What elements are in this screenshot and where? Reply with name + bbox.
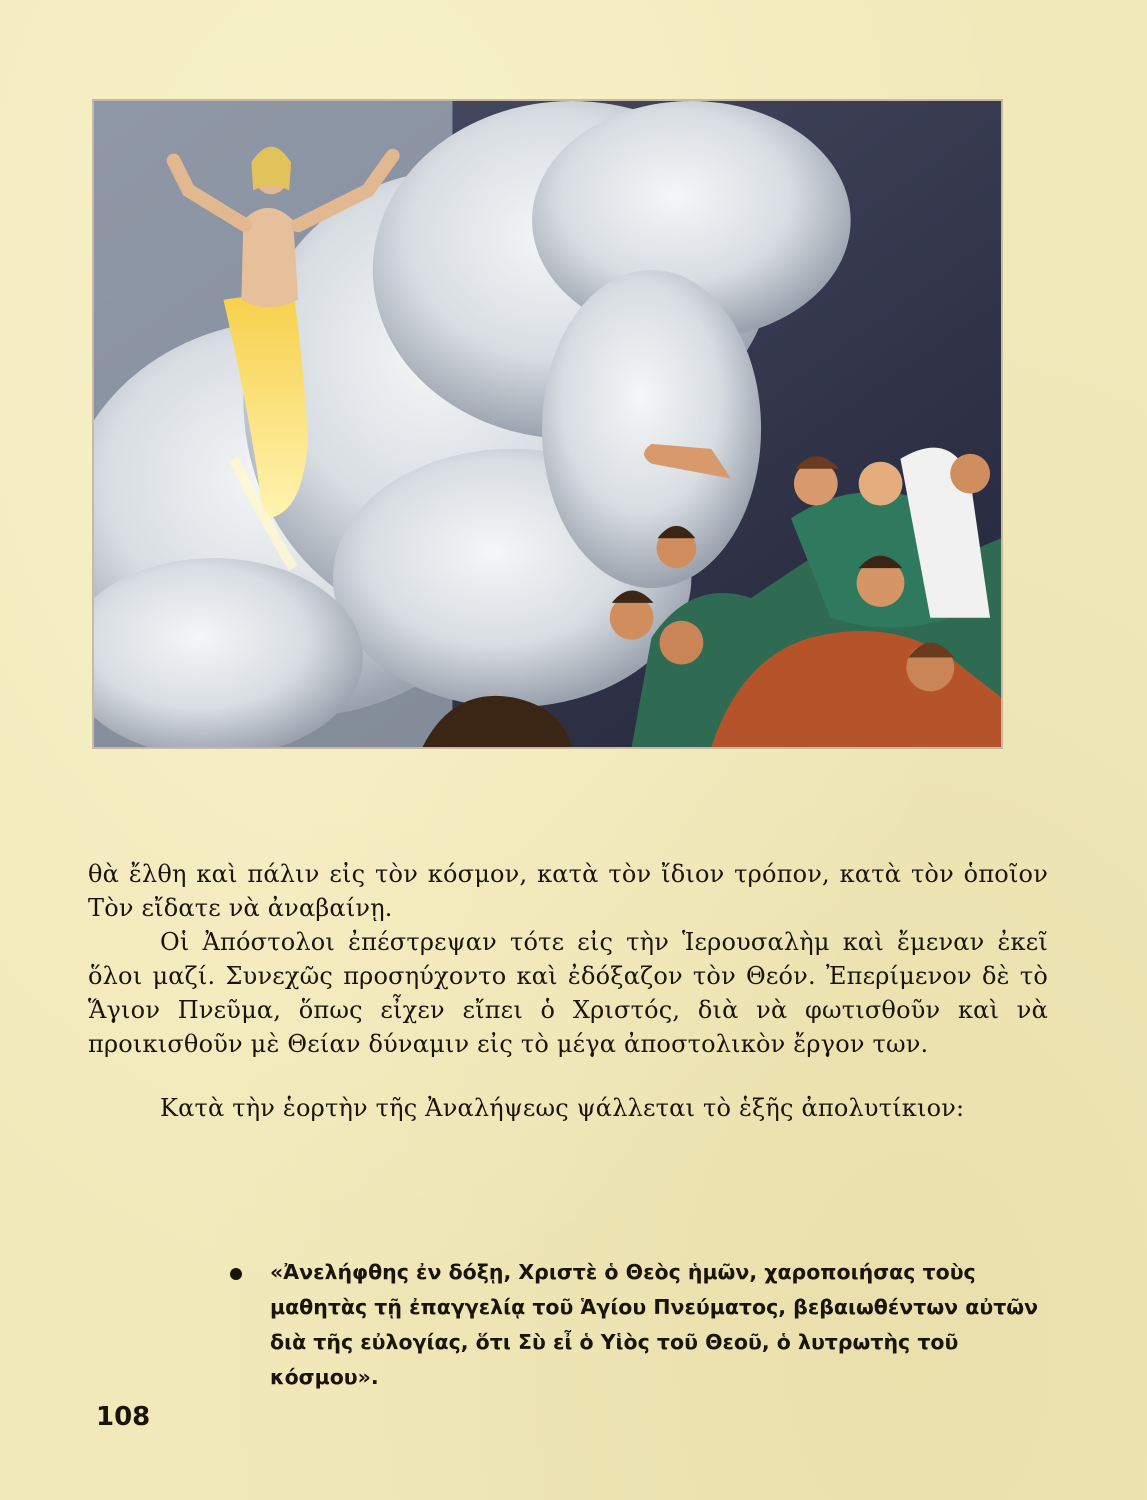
page-number: 108 bbox=[96, 1402, 151, 1432]
apolytikion-hymn bbox=[232, 1255, 1044, 1395]
apolytikion-intro: Κατὰ τὴν ἑορτὴν τῆς Ἀναλήψεως ψάλλεται τὸ ἑξῆς ἀπολυτίκιον: bbox=[160, 1094, 965, 1122]
illustration-drawing bbox=[94, 101, 1001, 747]
paragraph-gap bbox=[88, 1061, 1048, 1091]
hymn-text: «Ἀνελήφθης ἐν δόξῃ, Χριστὲ ὁ Θεὸς ἡμῶν, χαροποιήσας τοὺς μαθητὰς τῇ ἐπαγγελίᾳ τοῦ Ἁγίου Πνεύματος, βεβαιωθέντων αὐτῶν διὰ τῆς εὐλογίας, ὅτι Σὺ εἶ ὁ Υἱὸς τοῦ Θεοῦ, ὁ λυτρωτὴς τοῦ κόσμου». bbox=[270, 1260, 1039, 1389]
ascension-illustration bbox=[92, 99, 1003, 749]
bullet-icon bbox=[230, 1268, 242, 1280]
apostles-paragraph: Οἱ Ἀπόστολοι ἐπέστρεψαν τότε εἰς τὴν Ἱερουσαλὴμ καὶ ἔμεναν ἐκεῖ ὅλοι μαζί. Συνεχῶς προσηύχοντο καὶ ἐδόξαζον τὸν Θεόν. Ἐπερίμενον δὲ τὸ Ἅγιον Πνεῦμα, ὅπως εἶχεν εἴπει ὁ Χριστός, διὰ νὰ φωτισθοῦν καὶ νὰ προικισθοῦν μὲ Θείαν δύναμιν εἰς τὸ μέγα ἀποστολικὸν ἔργον των. bbox=[88, 928, 1048, 1058]
continuation-paragraph: θὰ ἔλθη καὶ πάλιν εἰς τὸν κόσμον, κατὰ τὸν ἴδιον τρόπον, κατὰ τὸν ὁποῖον Τὸν εἴδατε νὰ ἀναβαίνῃ. bbox=[88, 860, 1048, 922]
body-text bbox=[88, 857, 1048, 1125]
